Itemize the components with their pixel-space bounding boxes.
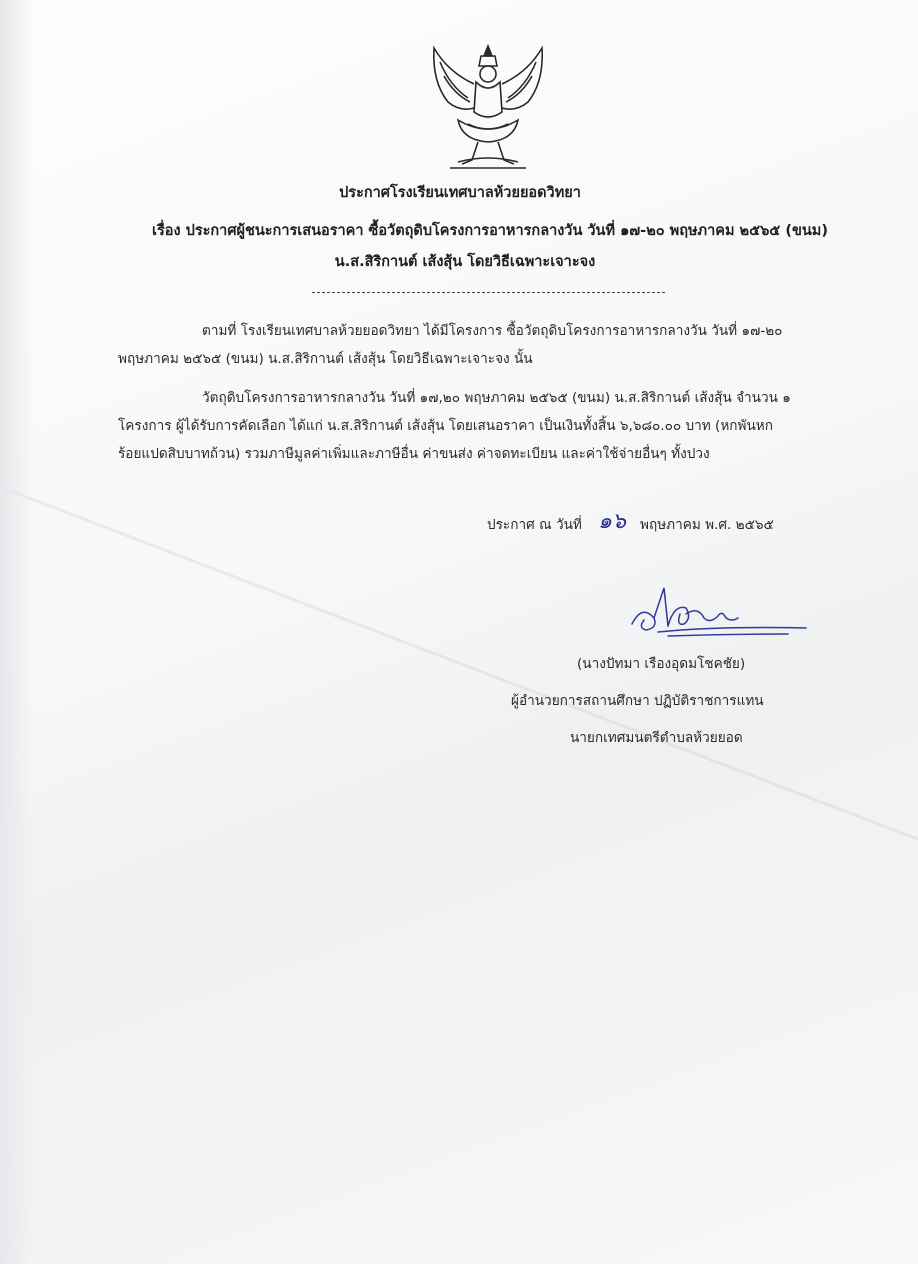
signature-icon [628,584,810,644]
paragraph-2-line-2: โครงการ ผู้ได้รับการคัดเลือก ได้แก่ น.ส.สิริกานต์ เส้งสุ้น โดยเสนอราคา เป็นเงินทั้งสิ้น ๖,๖๘๐.๐๐ บาท (หกพันหก [118,418,773,434]
signatory-name: (นางปัทมา เรืองอุดมโชคชัย) [577,656,746,672]
announcement-subject-cont: น.ส.สิริกานต์ เส้งสุ้น โดยวิธีเฉพาะเจาะจง [334,254,596,270]
announcement-subject: เรื่อง ประกาศผู้ชนะการเสนอราคา ซื้อวัตถุดิบโครงการอาหารกลางวัน วันที่ ๑๗-๒๐ พฤษภาคม ๒๕๖๕ (ขนม) [152,223,828,239]
paragraph-1-line-1: ตามที่ โรงเรียนเทศบาลห้วยยอดวิทยา ได้มีโครงการ ซื้อวัตถุดิบโครงการอาหารกลางวัน วันที่ ๑๗-๒๐ [202,323,783,339]
announce-date-month-year: พฤษภาคม พ.ศ. ๒๕๖๕ [640,517,774,533]
signatory-position-1: ผู้อำนวยการสถานศึกษา ปฏิบัติราชการแทน [511,693,764,709]
announcement-title: ประกาศโรงเรียนเทศบาลห้วยยอดวิทยา [339,185,581,201]
paragraph-2-line-1: วัตถุดิบโครงการอาหารกลางวัน วันที่ ๑๗,๒๐ พฤษภาคม ๒๕๖๕ (ขนม) น.ส.สิริกานต์ เส้งสุ้น จำนวน ๑ [202,390,791,406]
signatory-position-2: นายกเทศมนตรีตำบลห้วยยอด [570,730,743,746]
paragraph-2-line-3: ร้อยแปดสิบบาทถ้วน) รวมภาษีมูลค่าเพิ่มและภาษีอื่น ค่าขนส่ง ค่าจดทะเบียน และค่าใช้จ่ายอื่นๆ ทั้งปวง [118,446,710,462]
divider-line [312,292,665,293]
announce-date-day: ๑๖ [598,509,626,534]
paragraph-1-line-2: พฤษภาคม ๒๕๖๕ (ขนม) น.ส.สิริกานต์ เส้งสุ้น โดยวิธีเฉพาะเจาะจง นั้น [118,351,533,367]
garuda-emblem-icon [428,42,548,174]
announce-date-prefix: ประกาศ ณ วันที่ [487,517,582,533]
